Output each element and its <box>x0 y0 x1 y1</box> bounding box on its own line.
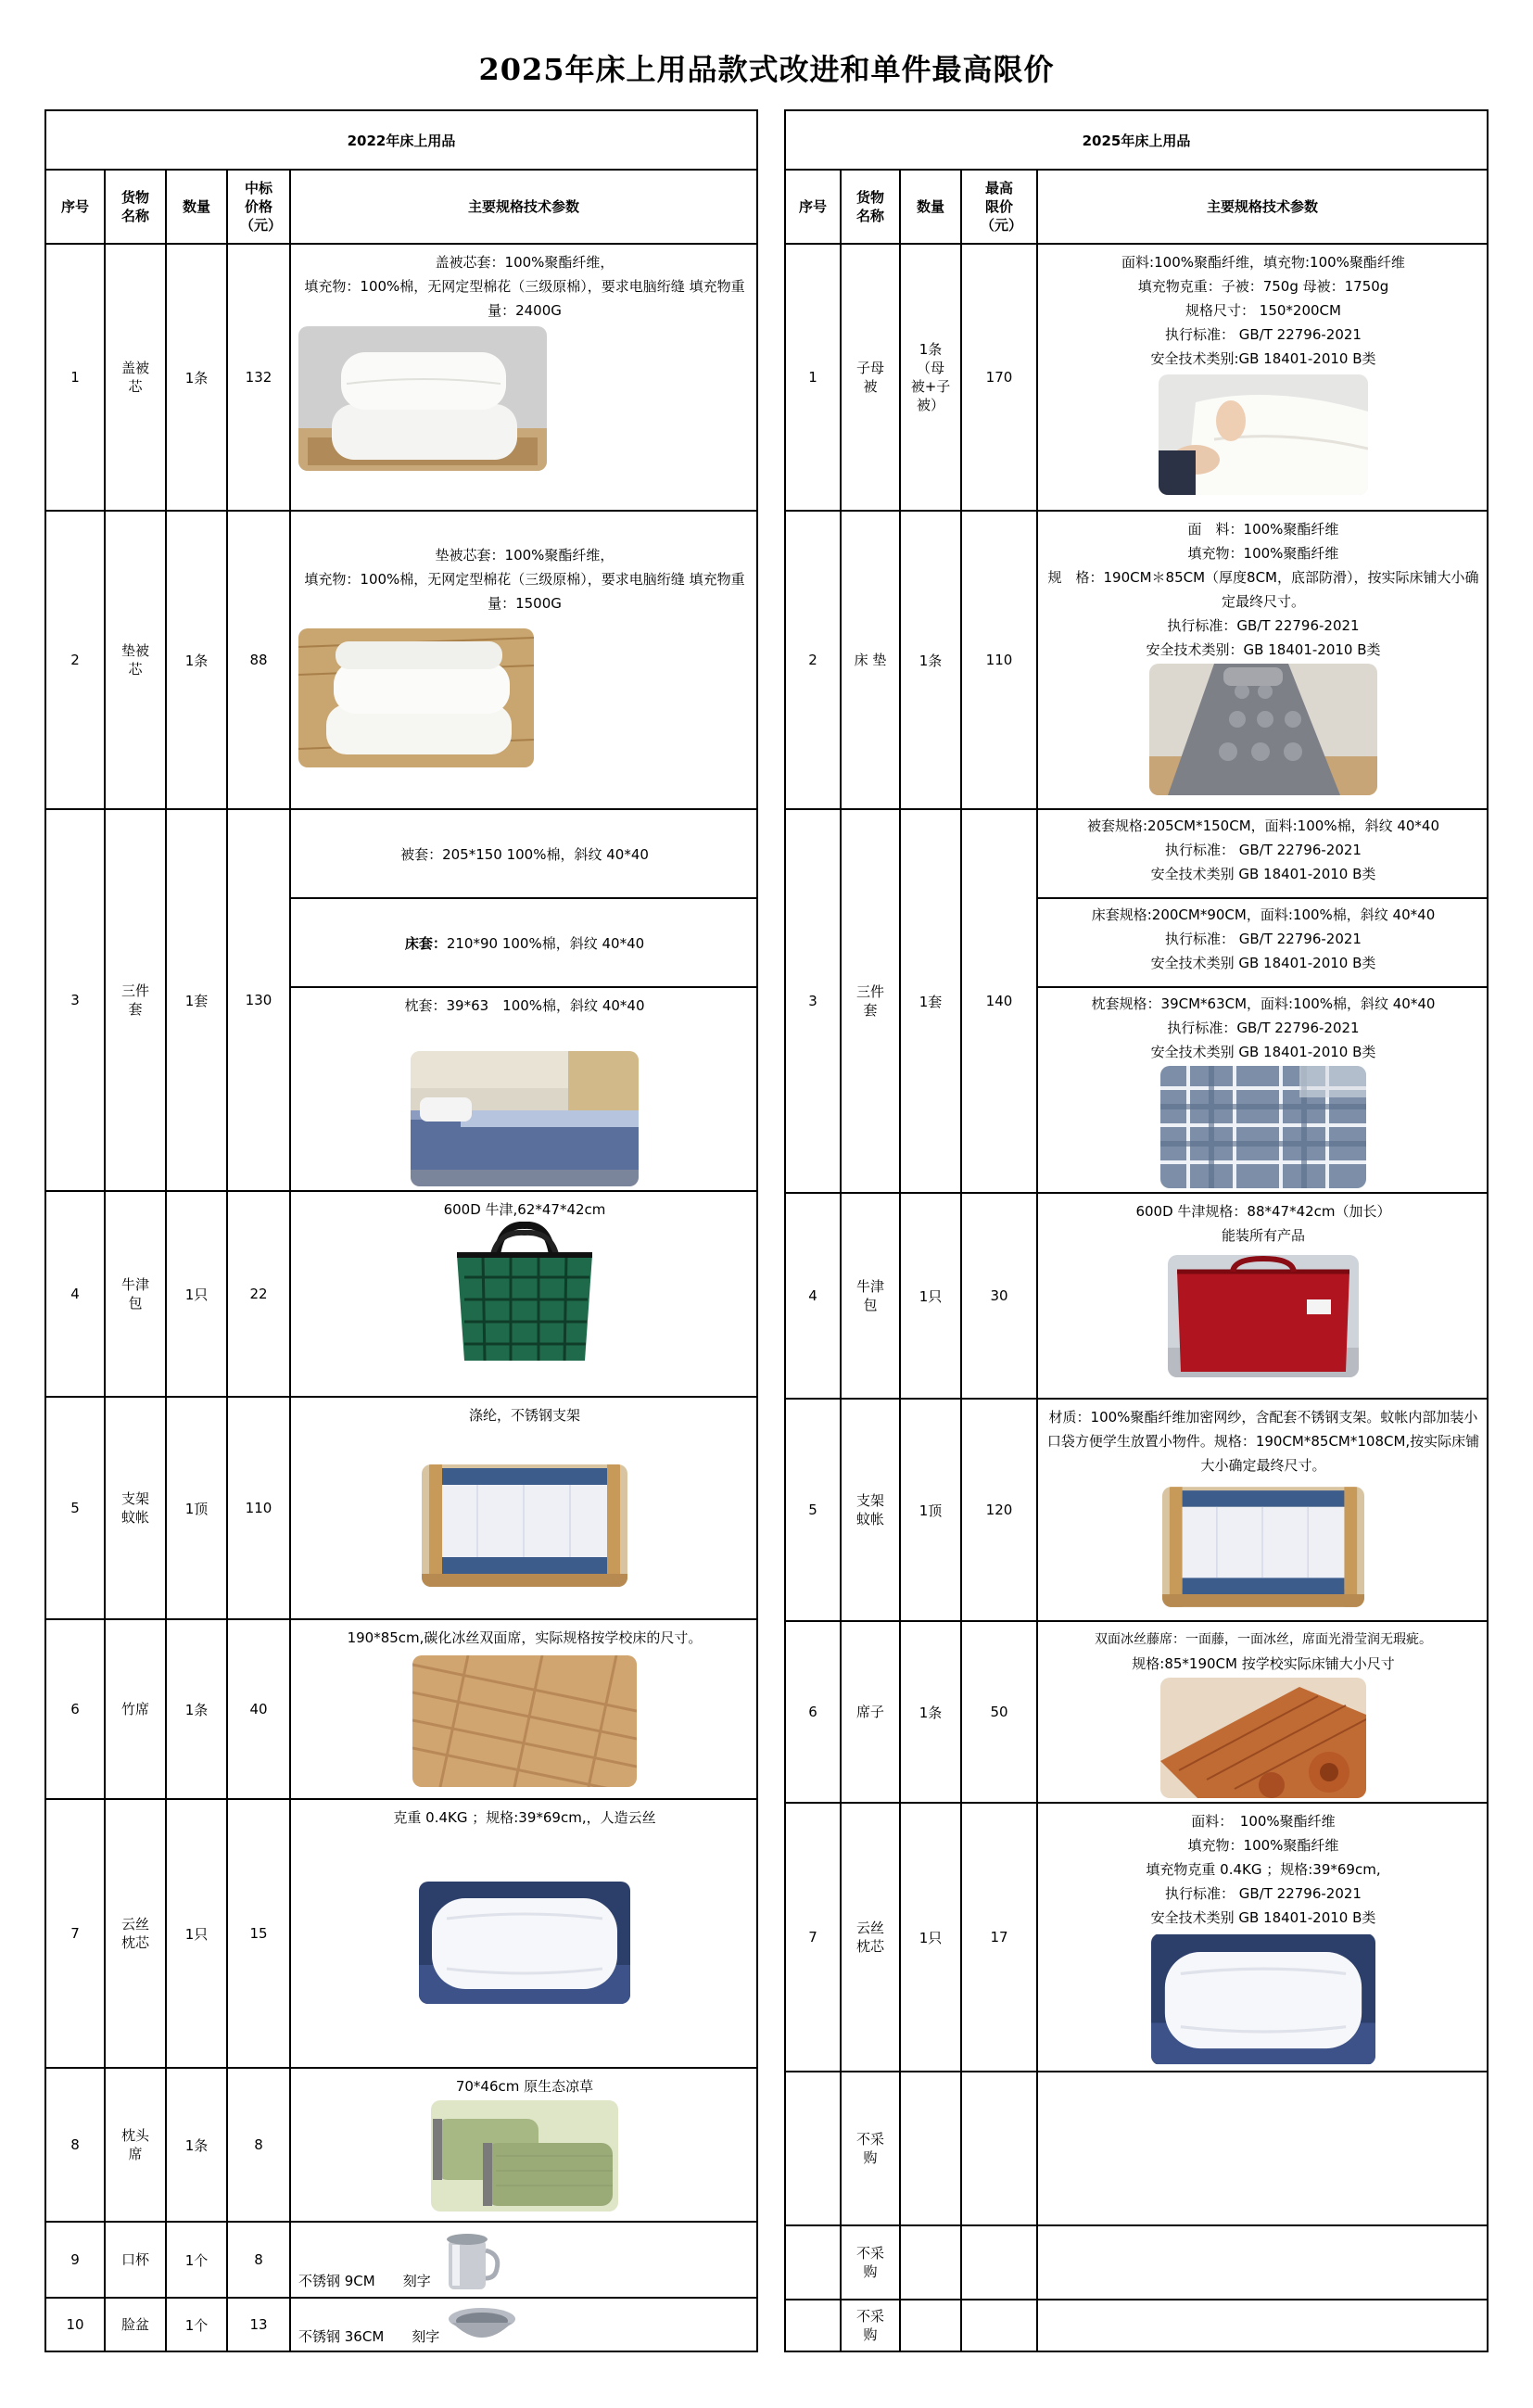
mosquito-net-photo <box>422 1464 627 1587</box>
table-row: 6 席子 1条 50 双面冰丝藤席：一面藤，一面冰丝，席面光滑莹润无瑕疵。 规格:85*190CM 按学校实际床铺大小尺寸 <box>785 1621 1488 1803</box>
header-qty: 数量 <box>900 170 961 244</box>
bamboo-mat-photo <box>412 1655 637 1787</box>
mattress-pad-photo <box>298 628 534 767</box>
table-row: 9 口杯 1个 8 不锈钢 9CM 刻字 <box>45 2222 757 2298</box>
table-row: 7 云丝枕芯 1只 17 面料： 100%聚酯纤维 填充物：100%聚酯纤维 填充物克重 0.4KG ；规格:39*69cm, 执行标准： GB/T 22796-2021 安全技术类别 GB 18401-2010 B类 <box>785 1803 1488 2072</box>
table-row: 2 床 垫 1条 110 面 料：100%聚酯纤维 填充物：100%聚酯纤维 规 格：190CM＊85CM（厚度8CM，底部防滑），按实际床铺大小确定最终尺寸。 执行标准：GB/T 22796-2021 安全技术类别：GB 18401-2010 B类 <box>785 511 1488 809</box>
table-row: 4 牛津包 1只 30 600D 牛津规格：88*47*42cm（加长） 能装所有产品 <box>785 1193 1488 1399</box>
header-no: 序号 <box>45 170 105 244</box>
table-row: 3 三件套 1套 140 被套规格:205CM*150CM，面料:100%棉，斜纹 40*40 执行标准： GB/T 22796-2021 安全技术类别 GB 18401-2010 B类 <box>785 809 1488 898</box>
section-title-2022: 2022年床上用品 <box>45 110 757 170</box>
table-row: 8 枕头席 1条 8 70*46cm 原生态凉草 <box>45 2068 757 2222</box>
table-2022: 2022年床上用品 序号 货物名称 数量 中标价格（元） 主要规格技术参数 1 盖被芯 1条 132 盖被芯套：100%聚酯纤维， 填充物：100%棉，无网定型棉花（三级原棉），要求电脑绗缝 填充物重量：2400G 2 垫被芯 1条 88 垫被芯套：100%聚酯纤维， 填充物：100%棉，无网定型棉花（三级原棉），要求电脑绗缝 填充物重量：1500G 3 三件套 1套 130 被套：205*150 100%棉，斜纹 40*40 床套：210*90 100%棉，斜纹 40*40 枕套：39*63 100%棉，斜纹 40*40 4 牛津包 1只 22 600D 牛津,62*47*42cm 5 支架蚊帐 1顶 110 涤纶，不锈钢支架 6 竹席 1条 40 190*85cm,碳化冰丝双面席，实际规格按学校床的尺寸。 7 云丝枕芯 1只 15 克重 0.4KG ；规格:39*69cm,，人造云丝 8 枕头席 1条 8 70*46cm 原生态凉草 9 口杯 1个 8 不锈钢 9CM 刻字 10 脸盆 1个 13 不锈钢 36CM 刻字 <box>44 109 758 2352</box>
table-row: 10 脸盆 1个 13 不锈钢 36CM 刻字 <box>45 2298 757 2351</box>
header-params: 主要规格技术参数 <box>290 170 757 244</box>
page-title: 2025年床上用品款式改进和单件最高限价 <box>478 52 1055 87</box>
cup-photo <box>436 2228 502 2293</box>
table-row: 1 子母被 1条（母被+子被） 170 面料:100%聚酯纤维，填充物:100%聚酯纤维 填充物克重：子被：750g 母被：1750g 规格尺寸： 150*200CM 执行标准： GB/T 22796-2021 安全技术类别:GB 18401-2010 B类 <box>785 244 1488 511</box>
table-row: 1 盖被芯 1条 132 盖被芯套：100%聚酯纤维， 填充物：100%棉，无网定型棉花（三级原棉），要求电脑绗缝 填充物重量：2400G <box>45 244 757 511</box>
header-price: 最高限价（元） <box>961 170 1037 244</box>
quilt-photo <box>298 326 547 471</box>
header-price: 中标价格（元） <box>227 170 290 244</box>
duvet-photo <box>1159 374 1368 495</box>
oxford-bag-photo <box>446 1222 603 1370</box>
red-bag-photo <box>1168 1255 1359 1377</box>
header-params: 主要规格技术参数 <box>1037 170 1488 244</box>
section-title-2025: 2025年床上用品 <box>785 110 1488 170</box>
basin-photo <box>447 2304 517 2347</box>
table-row: 4 牛津包 1只 22 600D 牛津,62*47*42cm <box>45 1191 757 1397</box>
header-name: 货物名称 <box>105 170 166 244</box>
table-row: 5 支架蚊帐 1顶 120 材质：100%聚酯纤维加密网纱，含配套不锈钢支架。蚊帐内部加装小口袋方便学生放置小物件。规格：190CM*85CM*108CM,按实际床铺大小确定最终尺寸。 <box>785 1399 1488 1621</box>
header-no: 序号 <box>785 170 841 244</box>
bedding-set-photo <box>411 1051 639 1186</box>
pillow-photo <box>1151 1933 1375 2065</box>
table-row: 不采购 <box>785 2225 1488 2300</box>
mattress-photo <box>1149 664 1377 795</box>
table-2025: 2025年床上用品 序号 货物名称 数量 最高限价（元） 主要规格技术参数 1 子母被 1条（母被+子被） 170 面料:100%聚酯纤维，填充物:100%聚酯纤维 填充物克重：子被：750g 母被：1750g 规格尺寸： 150*200CM 执行标准： GB/T 22796-2021 安全技术类别:GB 18401-2010 B类 2 床 垫 1条 110 面 料：100%聚酯纤维 填充物：100%聚酯纤维 规 格：190CM＊85CM（厚度8CM，底部防滑），按实际床铺大小确定最终尺寸。 执行标准：GB/T 22796-2021 安全技术类别：GB 18401-2010 B类 3 三件套 1套 140 被套规格:205CM*150CM，面料:100%棉，斜纹 40*40 执行标准： GB/T 22796-2021 安全技术类别 GB 18401-2010 B类 床套规格:200CM*90CM，面料:100%棉，斜纹 40*40 执行标准： GB/T 22796-2021 安全技术类别 GB 18401-2010 B类 枕套规格：39CM*63CM，面料:100%棉，斜纹 40*40 执行标准：GB/T 22796-2021 安全技术类别 GB 18401-2010 B类 4 牛津包 1只 30 600D 牛津规格：88*47*42cm（加长） 能装所有产品 5 支架蚊帐 1顶 120 材质：100%聚酯纤维加密网纱，含配套不锈钢支架。蚊帐内部加装小口袋方便学生放置小物件。规格：190CM*85CM*108CM,按实际床铺大小确定最终尺寸。 6 席子 1条 50 双面冰丝藤席：一面藤，一面冰丝，席面光滑莹润无瑕疵。 规格:85*190CM 按学校实际床铺大小尺寸 7 云丝枕芯 1只 17 面料： 100%聚酯纤维 填充物：100%聚酯纤维 填充物克重 0.4KG ；规格:39*69cm, 执行标准： GB/T 22796-2021 安全技术类别 GB 18401-2010 B类 不采购 不采购 不采购 <box>784 109 1489 2352</box>
grass-pillow-mat-photo <box>431 2100 618 2212</box>
table-row: 2 垫被芯 1条 88 垫被芯套：100%聚酯纤维， 填充物：100%棉，无网定型棉花（三级原棉），要求电脑绗缝 填充物重量：1500G <box>45 511 757 809</box>
table-row: 6 竹席 1条 40 190*85cm,碳化冰丝双面席，实际规格按学校床的尺寸。 <box>45 1619 757 1799</box>
table-row: 不采购 <box>785 2300 1488 2351</box>
pillow-photo <box>419 1882 630 2004</box>
table-row: 不采购 <box>785 2072 1488 2225</box>
table-row: 3 三件套 1套 130 被套：205*150 100%棉，斜纹 40*40 <box>45 809 757 898</box>
mosquito-net-photo <box>1162 1487 1364 1607</box>
table-row: 5 支架蚊帐 1顶 110 涤纶，不锈钢支架 <box>45 1397 757 1619</box>
table-row: 7 云丝枕芯 1只 15 克重 0.4KG ；规格:39*69cm,，人造云丝 <box>45 1799 757 2068</box>
header-qty: 数量 <box>166 170 227 244</box>
rattan-mat-photo <box>1160 1678 1366 1798</box>
plaid-bedding-photo <box>1160 1066 1366 1188</box>
header-name: 货物名称 <box>841 170 900 244</box>
